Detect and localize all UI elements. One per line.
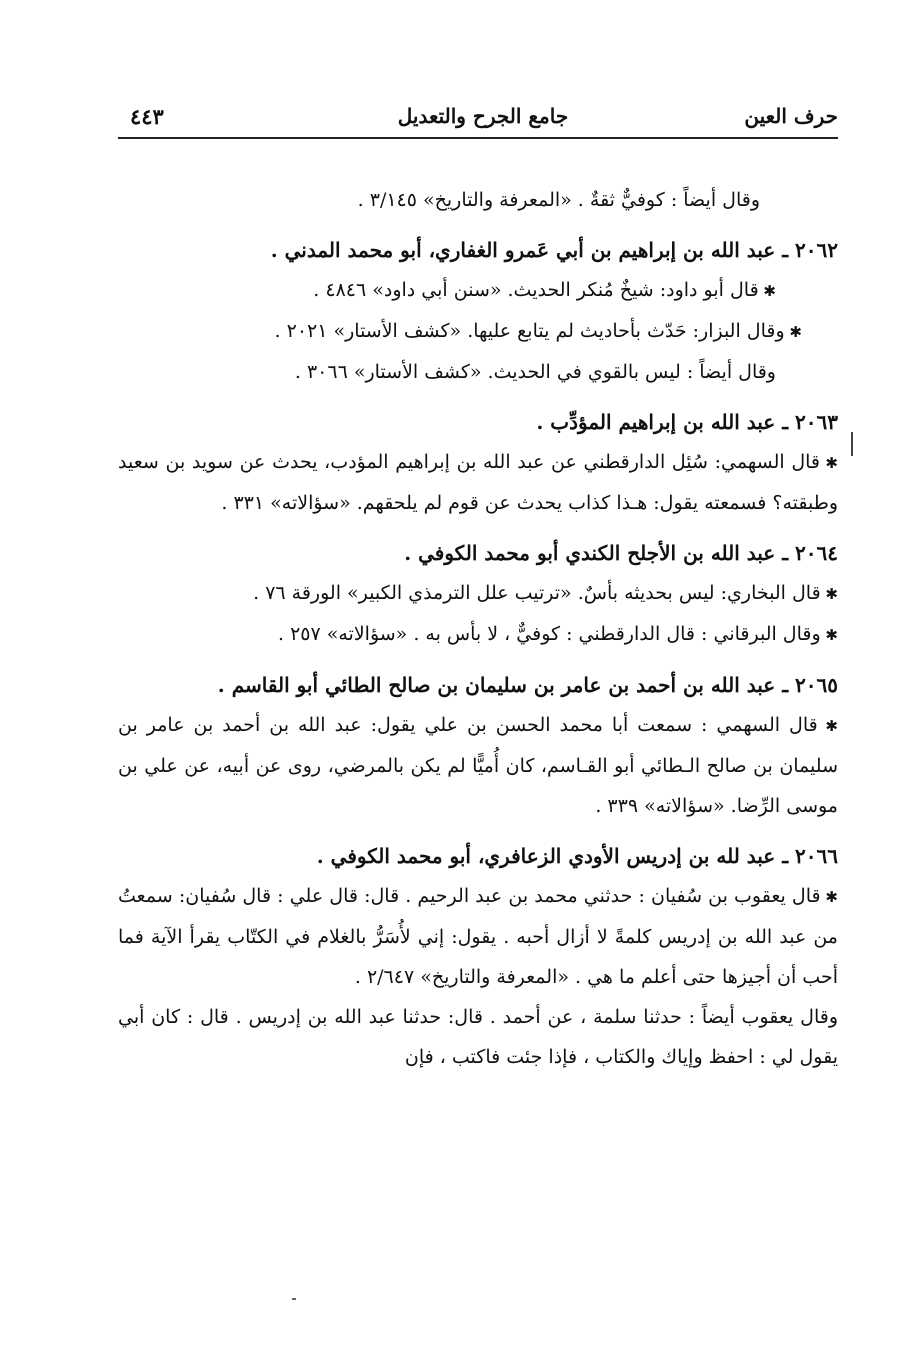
entry-2065-body: ✱ قال السهمي : سمعت أبا محمد الحسن بن علي يقول: عبد الله بن أحمد بن عامر بن سليمان بن صالح الـطائي أبو القـاسم، كان أُميًّا لم يكن بالمرضي، روى عن أبيه، عن علي بن موسى الرِّضا. «سؤالاته» ٣٣٩ . [118, 705, 838, 826]
entry-2062-quote-1: ✱ قال أبو داود: شيخٌ مُنكر الحديث. «سنن أبي داود» ٤٨٤٦ . [118, 270, 838, 311]
entry-2065-title: ٢٠٦٥ ـ عبد الله بن أحمد بن عامر بن سليمان بن صالح الطائي أبو القاسم . [217, 673, 838, 697]
entry-2066-body-2: وقال يعقوب أيضاً : حدثنا سلمة ، عن أحمد . قال: حدثنا عبد الله بن إدريس . قال : كان أبي يقول لي : احفظ وإياك والكتاب ، فإذا جئت فاكتب ، فإن [118, 1006, 838, 1068]
running-header [120, 100, 838, 140]
entry-2066-body: ✱ قال يعقوب بن سُفيان : حدثني محمد بن عبد الرحيم . قال: قال علي : قال سُفيان: سمعتُ من عبد الله بن إدريس كلمةً لا أزال أحبه . يقول: إني لأُسَرُّ بالغلام في الكتّاب يقرأ الآية فما أحب أن أجيزها حتى أعلم ما هي . «المعرفة والتاريخ» ٢/٦٤٧ . [118, 876, 838, 997]
margin-mark [851, 432, 853, 456]
entry-2066-title: ٢٠٦٦ ـ عبد لله بن إدريس الأودي الزعافري، أبو محمد الكوفي . [316, 844, 838, 868]
entry-2063-body: ✱ قال السهمي: سُئِل الدارقطني عن عبد الله بن إبراهيم المؤدب، يحدث عن سويد بن سعيد وطبقته؟ فسمعته يقول: هـذا كذاب يحدث عن قوم لم يلحقهم. «سؤالاته» ٣٣١ . [118, 442, 838, 523]
header-rule [118, 137, 838, 139]
entry-2063-title: ٢٠٦٣ ـ عبد الله بن إبراهيم المؤدِّب . [536, 410, 838, 434]
entry-2062-title: ٢٠٦٢ ـ عبد الله بن إبراهيم بن أبي عَمرو الغفاري، أبو محمد المدني . [270, 238, 838, 262]
footer-mark [292, 1298, 296, 1300]
entry-2064-quote-1: ✱ قال البخاري: ليس بحديثه بأسٌ. «ترتيب علل الترمذي الكبير» الورقة ٧٦ . [118, 573, 838, 614]
page-number: ٤٤٣ [130, 104, 164, 129]
entry-2062-quote-2: ✱ وقال البزار: حَدّث بأحاديث لم يتابع عليها. «كشف الأستار» ٢٠٢١ . [118, 311, 838, 352]
section-title: حرف العين [744, 104, 838, 128]
book-title: جامع الجرح والتعديل [397, 104, 569, 128]
entry-2064-title: ٢٠٦٤ ـ عبد الله بن الأجلح الكندي أبو محمد الكوفي . [404, 541, 838, 565]
entry-2064-quote-2: ✱ وقال البرقاني : قال الدارقطني : كوفيٌّ ، لا بأس به . «سؤالاته» ٢٥٧ . [118, 614, 838, 655]
page-body [118, 180, 838, 1077]
entry-2062-quote-3: وقال أيضاً : ليس بالقوي في الحديث. «كشف الأستار» ٣٠٦٦ . [294, 361, 776, 383]
continuation-line: وقال أيضاً : كوفيٌّ ثقةٌ . «المعرفة والتاريخ» ٣/١٤٥ . [357, 189, 760, 211]
